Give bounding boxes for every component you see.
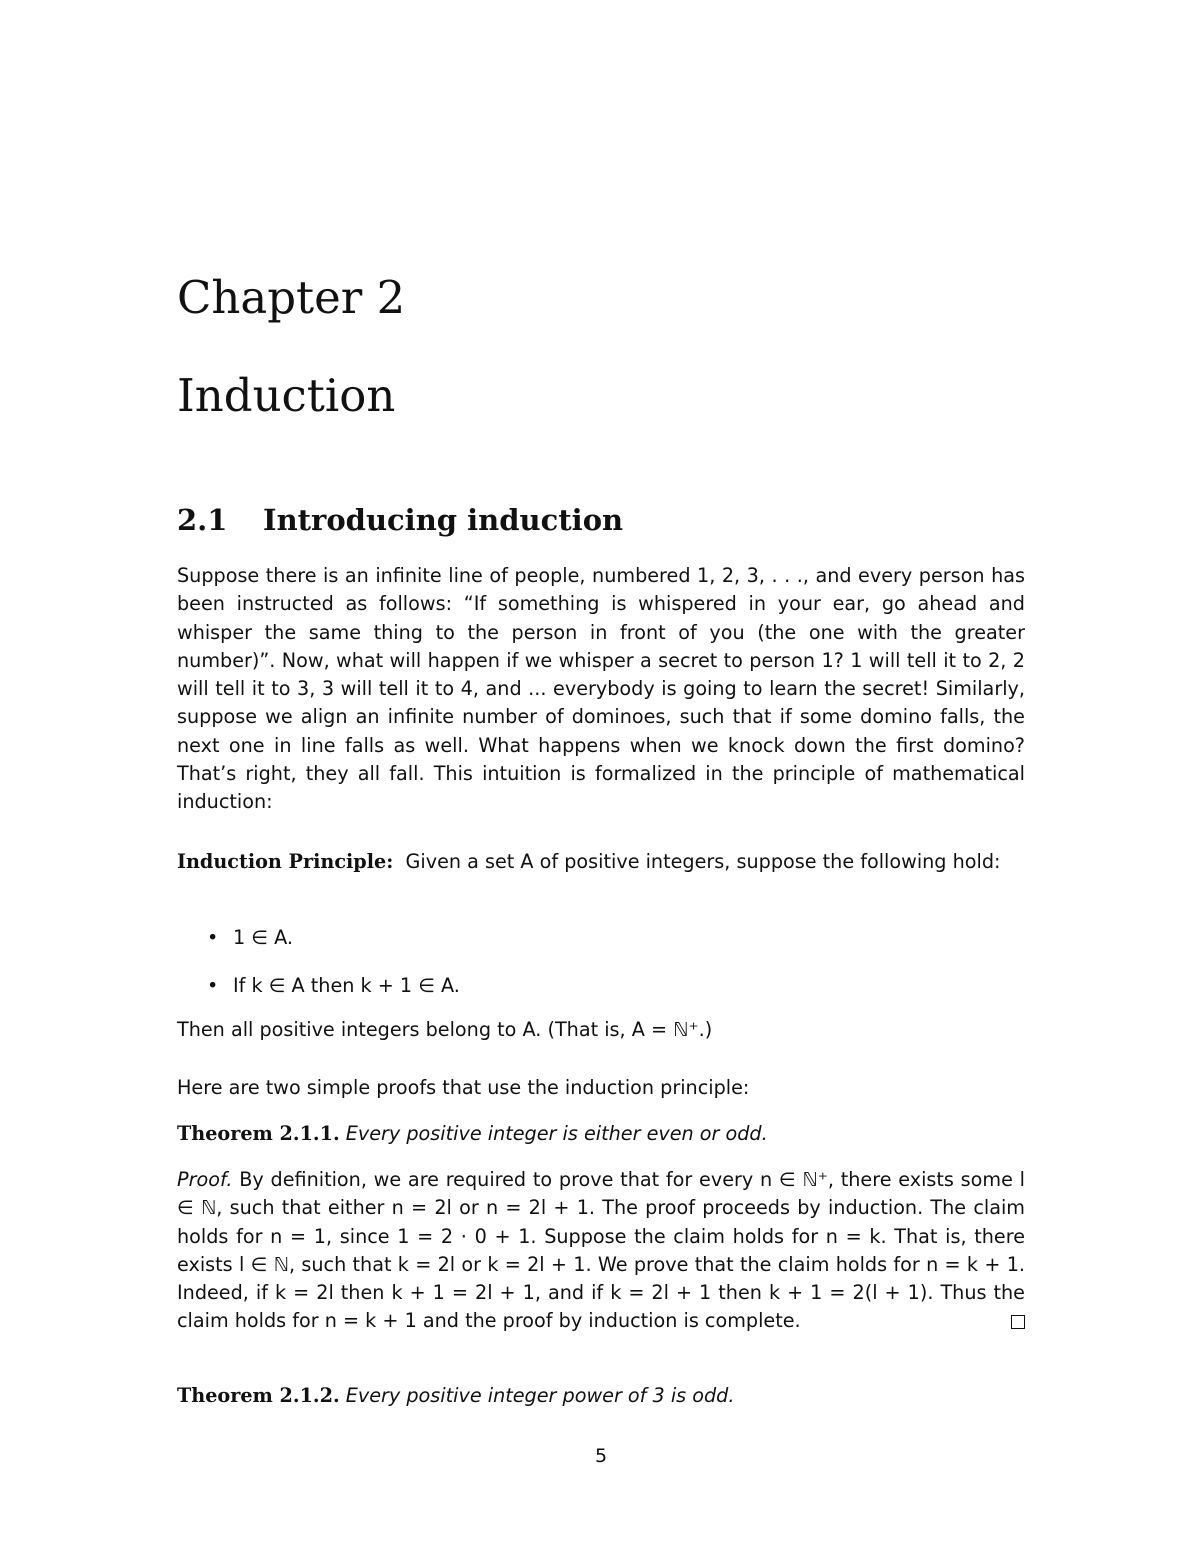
theorem-statement: Every positive integer is either even or odd. <box>345 1122 768 1145</box>
theorem-label: Theorem 2.1.2. <box>177 1384 340 1407</box>
principle-conclusion: Then all positive integers belong to A. (That is, A = ℕ⁺.) <box>177 1018 713 1041</box>
theorem-2-1-1 <box>177 1120 1025 1148</box>
intro-paragraph: Suppose there is an infinite line of people, numbered 1, 2, 3, . . ., and every person has been instructed as follows: “If something is whispered in your ear, go ahead and whisper the same thing to the person in front of you (the one with the greater number)”. Now, what will happen if we whisper a secret to person 1? 1 will tell it to 2, 2 will tell it to 3, 3 will tell it to 4, and ... everybody is going to learn the secret! Similarly, suppose we align an infinite number of dominoes, such that if some domino falls, the next one in line falls as well. What happens when we knock down the first domino? That’s right, they all fall. This intuition is formalized in the principle of mathematical induction: <box>177 564 1025 814</box>
qed-square-icon <box>1011 1315 1025 1329</box>
principle-conditions <box>207 924 1025 1020</box>
section-title: Introducing induction <box>263 503 624 537</box>
chapter-title: Induction <box>177 369 396 422</box>
principle-text: Given a set A of positive integers, suppose the following hold: <box>405 850 1001 873</box>
condition-step: • If k ∈ A then k + 1 ∈ A. <box>207 972 1025 1020</box>
theorem-statement: Every positive integer power of 3 is odd. <box>345 1384 735 1407</box>
chapter-number: Chapter 2 <box>177 271 406 324</box>
principle-label: Induction Principle: <box>177 850 394 873</box>
section-heading <box>177 500 623 540</box>
proof-label: Proof. <box>177 1168 233 1191</box>
page-number: 5 <box>594 1445 608 1467</box>
condition-base: • 1 ∈ A. <box>207 924 1025 972</box>
theorem-label: Theorem 2.1.1. <box>177 1122 340 1145</box>
section-number: 2.1 <box>177 503 228 537</box>
theorem-2-1-2 <box>177 1382 1025 1410</box>
proof-text: By definition, we are required to prove that for every n ∈ ℕ⁺, there exists some l ∈ ℕ, such that either n = 2l or n = 2l + 1. The proof proceeds by induction. The claim holds for n = 1, since 1 = 2 · 0 + 1. Suppose the claim holds for n = k. That is, there exists l ∈ ℕ, such that k = 2l or k = 2l + 1. We prove that the claim holds for n = k + 1. Indeed, if k = 2l then k + 1 = 2l + 1, and if k = 2l + 1 then k + 1 = 2(l + 1). Thus the claim holds for n = k + 1 and the proof by induction is complete. <box>177 1168 1025 1333</box>
proof-block <box>177 1166 1025 1336</box>
transition-sentence: Here are two simple proofs that use the induction principle: <box>177 1076 750 1099</box>
induction-principle <box>177 848 1025 876</box>
